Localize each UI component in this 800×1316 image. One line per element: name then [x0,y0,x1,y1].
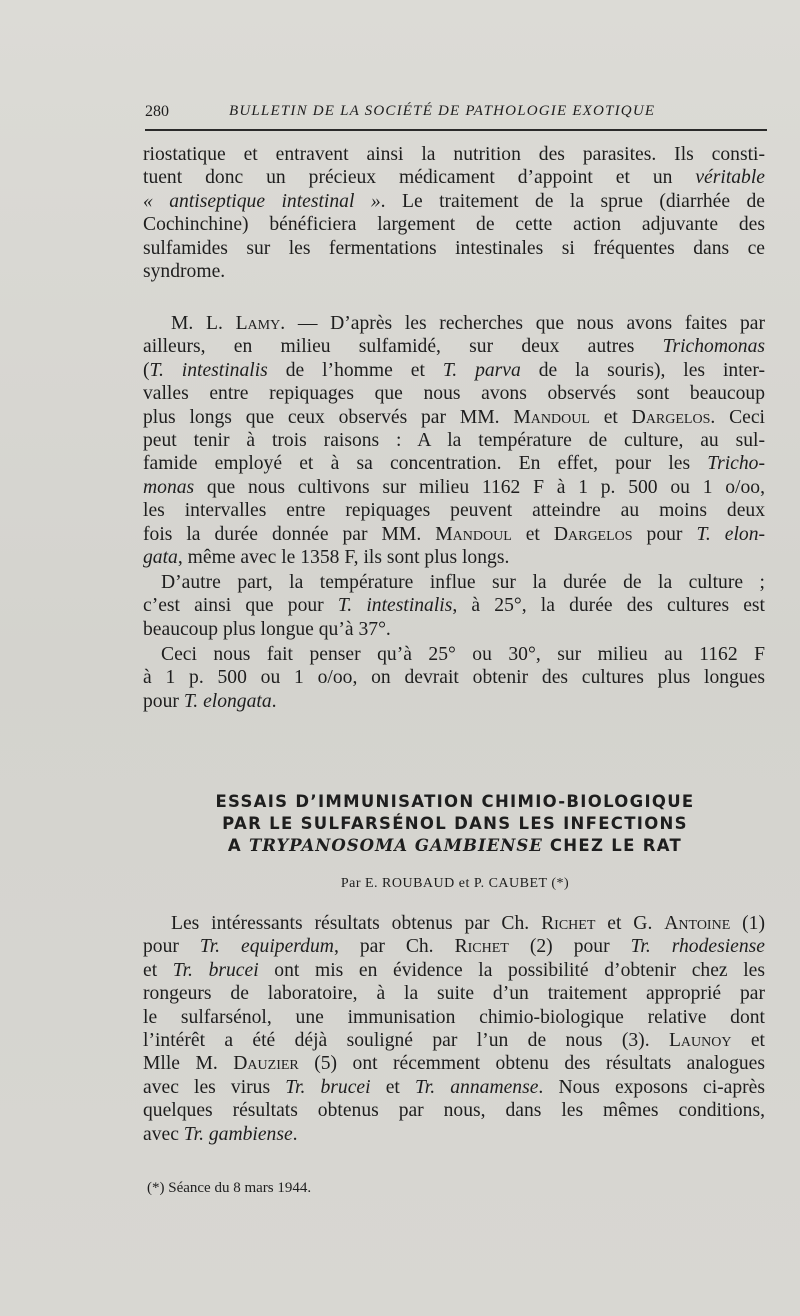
text-line: peut tenir à trois raisons : A la température de culture, au sul- [143,429,765,451]
text-line: syndrome. [143,260,226,282]
paragraph-lamy [143,312,765,569]
text-line: M. L. Lamy. — D’après les recherches que nous avons faites par [171,313,766,334]
text-line: le sulfarsénol, une immunisation chimio-biologique relative dont [143,1006,765,1028]
text-line: Cochinchine) bénéficiera largement de cette action adjuvante des [143,214,765,236]
paragraph-introduction [143,912,765,1146]
text-line: avec Tr. gambiense. [143,1123,298,1145]
text-line: beaucoup plus longue qu’à 37°. [143,618,391,640]
text-line: plus longs que ceux observés par MM. Mandoul et Dargelos. Ceci [143,406,766,428]
footnote: (*) Séance du 8 mars 1944. [147,1180,312,1196]
text-line: avec les virus Tr. brucei et Tr. annamense. Nous exposons ci-après [143,1076,766,1098]
text-line: ailleurs, en milieu sulfamidé, sur deux autres Trichomonas [143,336,765,358]
text-line: et Tr. brucei ont mis en évidence la possibilité d’obtenir chez les [143,959,765,981]
text-line: valles entre repiquages que nous avons observés sont beaucoup [143,383,765,405]
text-line: pour Tr. equiperdum, par Ch. Richet (2) pour Tr. rhodesiense [143,936,765,958]
title-line: PAR LE SULFARSÉNOL DANS LES INFECTIONS [222,814,688,833]
article-title [150,791,760,857]
paragraph-temperature [143,571,765,641]
text-line: fois la durée donnée par MM. Mandoul et Dargelos pour T. elon- [143,523,766,545]
page-header [145,103,765,127]
text-line: sulfamides sur les fermentations intestinales si fréquentes dans ce [143,237,765,259]
text-line: « antiseptique intestinal ». Le traitement de la sprue (diarrhée de [143,190,765,212]
text-line: Ceci nous fait penser qu’à 25° ou 30°, sur milieu au 1162 F [161,644,765,665]
text-line: l’intérêt a été déjà souligné par l’un de nous (3). Launoy et [143,1029,765,1051]
title-line: A TRYPANOSOMA GAMBIENSE CHEZ LE RAT [227,836,683,855]
text-line: famide employé et à sa concentration. En effet, pour les Tricho- [143,453,765,475]
text-line: riostatique et entravent ainsi la nutrition des parasites. Ils consti- [143,144,765,165]
paragraph-conclusion [143,643,765,713]
text-line: Les intéressants résultats obtenus par Ch. Richet et G. Antoine (1) [171,913,766,934]
text-line: gata, même avec le 1358 F, ils sont plus longs. [143,546,510,568]
header-rule [145,129,767,131]
authors: Par E. ROUBAUD et P. CAUBET (*) [340,876,570,891]
text-line: pour T. elongata. [143,690,277,712]
text-line: à 1 p. 500 ou 1 o/oo, on devrait obtenir des cultures plus longues [143,667,765,689]
text-line: rongeurs de laboratoire, à la suite d’un traitement approprié par [143,983,765,1005]
text-line: tuent donc un précieux médicament d’appoint et un véritable [143,167,765,189]
running-head: BULLETIN DE LA SOCIÉTÉ DE PATHOLOGIE EXOTIQUE [229,103,656,119]
text-line: les intervalles entre repiquages peuvent atteindre au moins deux [143,500,765,522]
text-line: quelques résultats obtenus par nous, dans les mêmes conditions, [143,1100,765,1122]
paragraph-sprue [143,143,765,283]
text-line: monas que nous cultivons sur milieu 1162 F à 1 p. 500 ou 1 o/oo, [143,476,765,498]
page-number: 280 [145,103,169,120]
text-line: (T. intestinalis de l’homme et T. parva de la souris), les inter- [143,359,766,381]
text-line: Mlle M. Dauzier (5) ont récemment obtenu des résultats analogues [143,1053,766,1075]
title-line: ESSAIS D’IMMUNISATION CHIMIO-BIOLOGIQUE [215,792,695,811]
text-line: c’est ainsi que pour T. intestinalis, à 25°, la durée des cultures est [143,595,765,617]
text-line: D’autre part, la température influe sur la durée de la culture ; [161,572,765,593]
